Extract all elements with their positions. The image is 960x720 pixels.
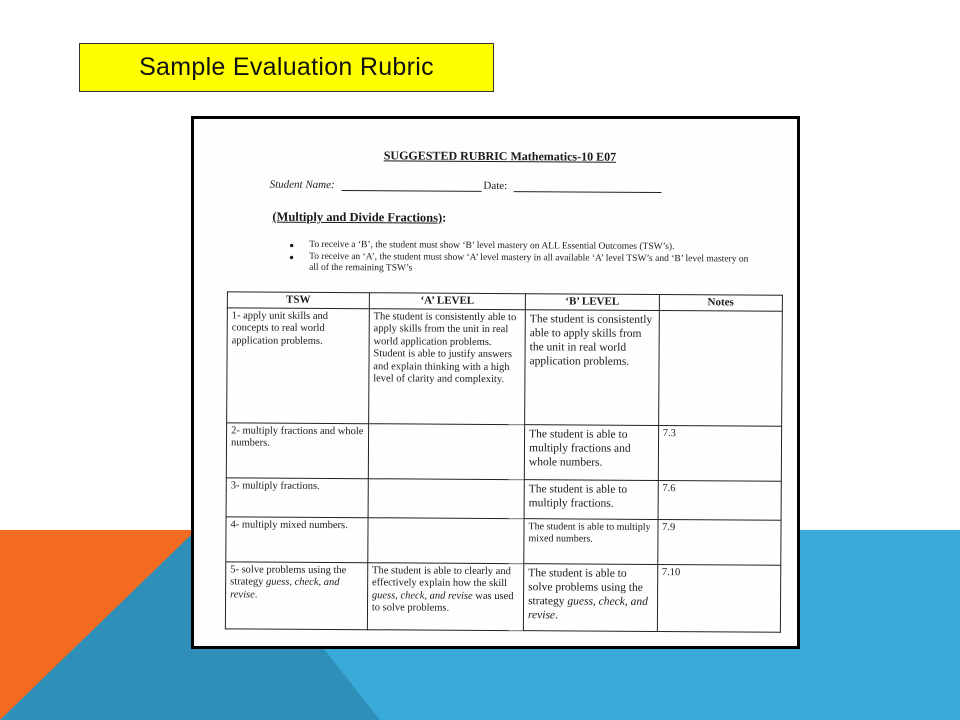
b-level-strategy: guess, check, and revise [527, 594, 648, 621]
a-level-cell: The student is consistently able to apply skills from the unit in real world application problems. Student is able to justify answers and explain thinking with a high level of clarity and complexity. [368, 308, 525, 424]
rubric-scan [191, 116, 800, 649]
a-level-cell [368, 423, 525, 479]
student-name-line [270, 179, 662, 193]
a-level-cell [368, 517, 524, 563]
student-name-blank [341, 180, 481, 192]
b-level-text-end: . [555, 608, 558, 621]
slide-title: Sample Evaluation Rubric [79, 43, 494, 92]
table-row [225, 561, 780, 631]
rubric-document [191, 117, 797, 648]
notes-cell: 7.3 [658, 425, 782, 481]
b-level-cell [523, 563, 657, 631]
b-level-text: The student is able to solve problems using the strategy [528, 566, 643, 607]
notes-cell: 7.10 [657, 564, 781, 632]
tsw-text-end: . [254, 589, 258, 601]
b-level-cell: The student is able to multiply fractions. [524, 479, 658, 519]
header-notes: Notes [659, 295, 782, 311]
b-level-cell: The student is consistently able to apply skills from the unit in real world application problems. [525, 309, 659, 425]
table-row [227, 307, 783, 425]
table-row [226, 477, 781, 519]
criteria-text: To receive an ‘A’, the student must show ‘A’ level mastery in all available ‘A’ level TSW’s and ‘B’ level mastery on all of the remaining TSW’s [309, 251, 749, 274]
a-level-cell [367, 562, 524, 630]
tsw-cell: 1- apply unit skills and concepts to real world application problems. [227, 307, 370, 423]
criteria-text: To receive a ‘B’, the student must show ‘B’ level mastery on ALL Essential Outcomes (TSW’s). [309, 239, 675, 253]
a-level-text-end: was used to solve problems. [371, 590, 514, 614]
notes-cell [658, 310, 782, 426]
tsw-strategy: guess, check, and revise [230, 576, 340, 601]
table-row [226, 516, 781, 564]
a-level-text: The student is able to clearly and effectively explain how the skill [371, 564, 511, 590]
bullet-icon: ● [289, 252, 295, 262]
header-b-level: ‘B’ LEVEL [525, 294, 659, 310]
a-level-cell [368, 478, 524, 518]
bullet-icon: ● [289, 240, 295, 250]
notes-cell: 7.6 [658, 480, 782, 520]
date-blank [514, 181, 662, 193]
header-a-level: ‘A’ LEVEL [369, 293, 525, 309]
b-level-cell: The student is able to multiply fractions and whole numbers. [524, 424, 658, 480]
tsw-cell: 3- multiply fractions. [226, 477, 368, 517]
header-tsw: TSW [227, 292, 369, 308]
b-level-cell: The student is able to multiply mixed numbers. [524, 518, 658, 564]
tsw-cell [225, 561, 367, 629]
criteria-item [289, 252, 759, 277]
unit-title [272, 210, 446, 226]
tsw-cell: 2- multiply fractions and whole numbers. [226, 422, 368, 478]
table-row [226, 422, 781, 480]
unit-title-colon: : [442, 210, 447, 225]
unit-title-text: (Multiply and Divide Fractions) [272, 209, 443, 225]
rubric-table [225, 291, 783, 632]
date-label: Date: [483, 179, 508, 193]
tsw-cell: 4- multiply mixed numbers. [226, 516, 368, 562]
a-level-strategy: guess, check, and revise [371, 589, 473, 602]
grading-criteria [289, 240, 759, 278]
document-heading: SUGGESTED RUBRIC Mathematics-10 E07 [383, 148, 617, 164]
student-name-label: Student Name: [269, 178, 335, 192]
tsw-text: 5- solve problems using the strategy [230, 563, 347, 588]
notes-cell: 7.9 [657, 519, 781, 565]
